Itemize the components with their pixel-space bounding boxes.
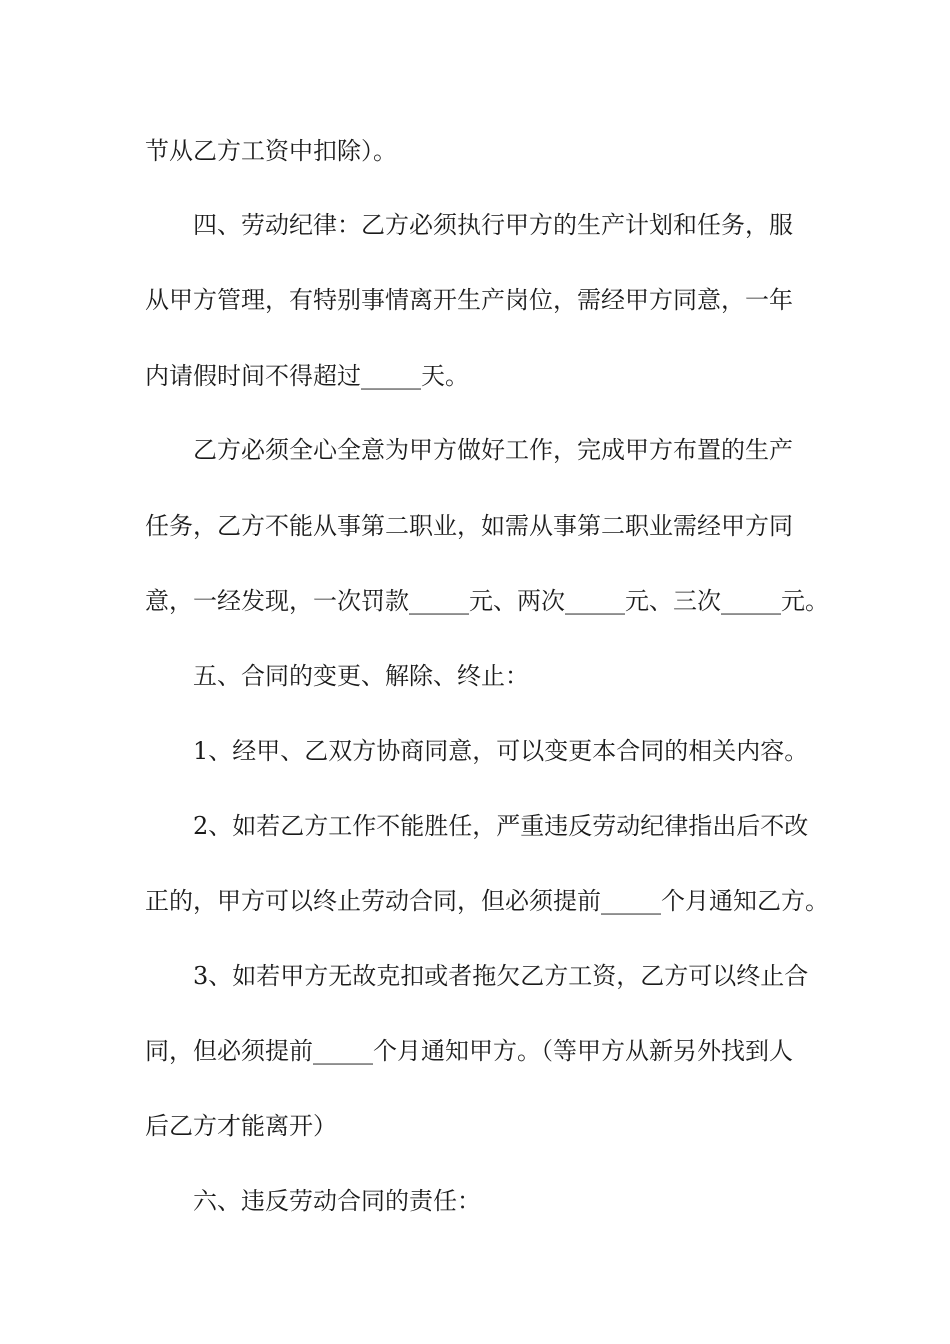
paragraph-start: 乙方必须全心全意为甲方做好工作，完成甲方布置的生产 <box>193 436 793 464</box>
text-line: 意，一经发现，一次罚款_____元、两次_____元、三次_____元。 <box>145 587 829 615</box>
text-line: 后乙方才能离开） <box>145 1112 337 1140</box>
list-item: 2、如若乙方工作不能胜任，严重违反劳动纪律指出后不改 <box>193 812 809 840</box>
list-item: 3、如若甲方无故克扣或者拖欠乙方工资，乙方可以终止合 <box>193 962 809 990</box>
text-line: 从甲方管理，有特别事情离开生产岗位，需经甲方同意，一年 <box>145 286 793 314</box>
text-line: 同，但必须提前_____个月通知甲方。（等甲方从新另外找到人 <box>145 1037 793 1065</box>
section-heading: 六、违反劳动合同的责任： <box>193 1187 481 1215</box>
list-item: 1、经甲、乙双方协商同意，可以变更本合同的相关内容。 <box>193 737 809 765</box>
text-line: 正的，甲方可以终止劳动合同，但必须提前_____个月通知乙方。 <box>145 887 829 915</box>
text-line: 任务，乙方不能从事第二职业，如需从事第二职业需经甲方同 <box>145 512 793 540</box>
text-line: 节从乙方工资中扣除）。 <box>145 137 397 165</box>
section-heading: 五、合同的变更、解除、终止： <box>193 662 529 690</box>
paragraph-heading: 四、劳动纪律：乙方必须执行甲方的生产计划和任务，服 <box>193 211 793 239</box>
text-line: 内请假时间不得超过_____天。 <box>145 362 469 390</box>
